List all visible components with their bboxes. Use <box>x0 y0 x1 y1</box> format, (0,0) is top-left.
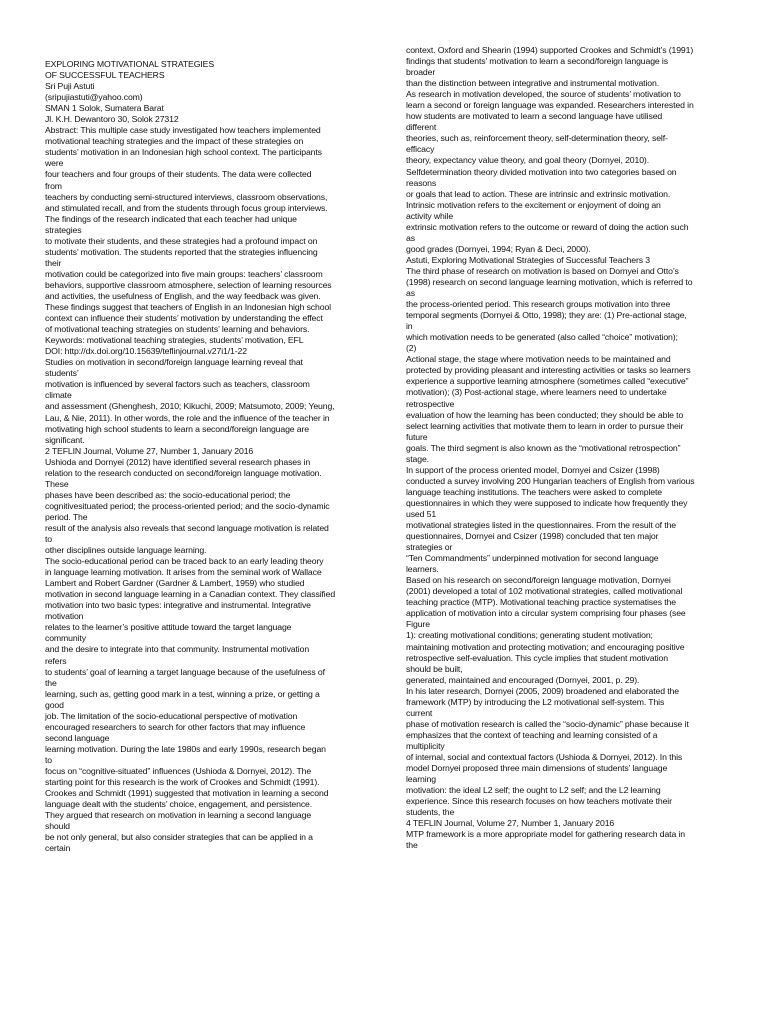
right-column-text-line: Based on his research on second/foreign language motivation, Dornyei <box>406 575 671 586</box>
left-column-text-line: second language <box>45 732 110 743</box>
right-column-text-line: future <box>406 431 428 442</box>
right-column-text-line: goals. The third segment is also known as the “motivational retrospection” <box>406 442 681 453</box>
right-column-text-line: model Dornyei proposed three main dimensions of students’ language <box>406 763 668 774</box>
right-column-text-line: stage. <box>406 453 429 464</box>
right-column-text-line: (1998) research on second language learning motivation, which is referred to <box>406 276 693 287</box>
left-column-text-line: OF SUCCESSFUL TEACHERS <box>45 70 165 81</box>
left-column-text-line: motivation into two basic types: integrative and instrumental. Integrative <box>45 600 311 611</box>
left-column-text-line: teachers by conducting semi-structured interviews, classroom observations, <box>45 191 328 202</box>
left-column-text-line: Keywords: motivational teaching strategies, students’ motivation, EFL <box>45 335 304 346</box>
left-column-text-line: other disciplines outside language learning. <box>45 545 207 556</box>
left-column-text-line: phases have been described as: the socio-educational period; the <box>45 489 291 500</box>
right-column-text-line: In support of the process oriented model, Dornyei and Csizer (1998) <box>406 464 660 475</box>
right-column-text-line: efficacy <box>406 144 435 155</box>
left-column-text-line: Lambert and Robert Gardner (Gardner & Lambert, 1959) who studied <box>45 578 305 589</box>
left-column-text-line: refers <box>45 655 67 666</box>
left-column-text-line: motivation <box>45 611 84 622</box>
right-column-text-line: questionnaires, Dornyei and Csizer (1998) concluded that ten major <box>406 531 659 542</box>
left-column-text-line: Crookes and Schmidt (1991) suggested that motivation in learning a second <box>45 788 329 799</box>
right-column-text-line: Intrinsic motivation refers to the excitement or enjoyment of doing an <box>406 199 661 210</box>
right-column-text-line: reasons <box>406 177 437 188</box>
right-column-text-line: experience a supportive learning atmosphere (sometimes called “executive” <box>406 376 689 387</box>
left-column-text-line: motivational teaching strategies and the impact of these strategies on <box>45 136 304 147</box>
left-column-text-line: Sri Puji Astuti <box>45 81 95 92</box>
right-column-text-line: good grades (Dornyei, 1994; Ryan & Deci, 2000). <box>406 243 591 254</box>
right-column-text-line: MTP framework is a more appropriate model for gathering research data in <box>406 829 685 840</box>
right-column-text-line: the <box>406 840 418 851</box>
right-column <box>406 45 730 851</box>
left-column-text-line: and the desire to integrate into that community. Instrumental motivation <box>45 644 310 655</box>
right-column-text-line: theory, expectancy value theory, and goal theory (Dornyei, 2010). <box>406 155 649 166</box>
right-column-text-line: strategies or <box>406 542 453 553</box>
left-column-text-line: behaviors, supportive classroom atmosphere, selection of learning resources <box>45 279 332 290</box>
left-column-text-line: cognitivesituated period; the process-oriented period; and the socio-dynamic <box>45 500 330 511</box>
right-column-text-line: temporal segments (Dornyei & Otto, 1998); they are: (1) Pre-actional stage, <box>406 310 687 321</box>
left-column-text-line: They argued that research on motivation in learning a second language <box>45 810 312 821</box>
left-column-text-line: learning motivation. During the late 1980s and early 1990s, research began <box>45 743 326 754</box>
left-column-text-line: context can influence their students’ motivation by understanding the effect <box>45 313 323 324</box>
left-column-text-line: starting point for this research is the work of Crookes and Schmidt (1991). <box>45 777 320 788</box>
left-column-text-line: focus on “cognitive-situated” influences (Ushioda & Dornyei, 2012). The <box>45 766 312 776</box>
right-column-text-line: which motivation needs to be generated (also called “choice” motivation); <box>406 332 678 343</box>
right-column-text-line: broader <box>406 67 436 78</box>
right-column-text-line: as <box>406 288 415 299</box>
left-column-text-line: from <box>45 180 62 191</box>
right-column-text-line: learning <box>406 774 436 785</box>
right-column-text-line: application of motivation into a circular system comprising four phases (see <box>406 608 686 619</box>
right-column-text-line: of internal, social and contextual factors (Ushioda & Dornyei, 2012). In this <box>406 752 683 762</box>
left-column-text-line: students’ <box>45 368 79 379</box>
right-column-text-line: retrospective self-evaluation. This cycle implies that student motivation <box>406 652 668 663</box>
right-column-text-line: in <box>406 321 413 332</box>
left-column-text-line: Studies on motivation in second/foreign language learning reveal that <box>45 357 303 368</box>
right-column-text-line: learners. <box>406 564 439 575</box>
right-column-text-line: theories, such as, reinforcement theory, self-determination theory, self- <box>406 133 668 144</box>
right-column-text-line: Selfdetermination theory divided motivation into two categories based on <box>406 166 677 177</box>
right-column-text-line: context. Oxford and Shearin (1994) supported Crookes and Schmidt’s (1991) <box>406 45 694 55</box>
left-column-text-line: motivation in second language learning in a Canadian context. They classified <box>45 589 336 600</box>
left-column-text-line: The socio-educational period can be traced back to an early leading theory <box>45 556 324 567</box>
left-column-text-line: The findings of the research indicated that each teacher had unique <box>45 213 297 224</box>
right-column-text-line: how students are motivated to learn a second language have utilised <box>406 111 663 122</box>
right-column-text-line: (2001) developed a total of 102 motivational strategies, called motivational <box>406 586 683 597</box>
right-column-text-line: emphasizes that the context of teaching and learning consisted of a <box>406 729 658 740</box>
left-column-text-line: These <box>45 478 69 489</box>
right-column-text-line: experience. Since this research focuses on how teachers motivate their <box>406 796 672 807</box>
left-column-text-line: motivating high school students to learn a second/foreign language are <box>45 423 309 434</box>
right-column-text-line: language teaching institutions. The teachers were asked to complete <box>406 486 662 497</box>
right-column-text-line: (2) <box>406 343 417 354</box>
left-column-text-line: encouraged researchers to search for other factors that may influence <box>45 721 306 732</box>
left-column-text-line: Ushioda and Dornyei (2012) have identified several research phases in <box>45 456 311 467</box>
right-column-text-line: as <box>406 232 415 243</box>
left-column-text-line: DOI: http://dx.doi.org/10.15639/teflinjournal.v27i1/1-22 <box>45 346 247 357</box>
left-column-text-line: relates to the learner’s positive attitude toward the target language <box>45 622 292 633</box>
left-column-text-line: job. The limitation of the socio-educational perspective of motivation <box>45 710 298 721</box>
left-column-text-line: climate <box>45 390 72 401</box>
left-column-text-line: certain <box>45 843 71 854</box>
right-column-text-line: In his later research, Dornyei (2005, 2009) broadened and elaborated the <box>406 685 679 696</box>
right-column-text-line: current <box>406 707 433 718</box>
left-column-text-line: be not only general, but also consider strategies that can be applied in a <box>45 832 313 843</box>
left-column-text-line: students’ motivation. The students reported that the strategies influencing <box>45 246 318 257</box>
left-column-text-line: 2 TEFLIN Journal, Volume 27, Number 1, January 2016 <box>45 445 254 456</box>
right-column-text-line: than the distinction between integrative and instrumental motivation. <box>406 78 659 89</box>
left-column-text-line: motivation could be categorized into five main groups: teachers’ classroom <box>45 268 323 279</box>
right-column-text-line: retrospective <box>406 398 455 409</box>
left-column-text-line: Jl. K.H. Dewantoro 30, Solok 27312 <box>45 114 179 125</box>
left-column-text-line: students’ motivation in an Indonesian high school context. The participants <box>45 147 322 158</box>
right-column-text-line: motivation); (3) Post-actional stage, where learners need to undertake <box>406 387 667 398</box>
left-column-text-line: good <box>45 699 64 710</box>
right-column-text-line: activity while <box>406 210 454 221</box>
right-column-text-line: the process-oriented period. This research groups motivation into three <box>406 299 671 310</box>
left-column-text-line: should <box>45 821 70 832</box>
left-column-text-line: were <box>45 158 64 169</box>
left-column-text-line: Abstract: This multiple case study investigated how teachers implemented <box>45 125 321 136</box>
left-column-text-line: These findings suggest that teachers of English in an Indonesian high school <box>45 302 331 313</box>
left-column-text-line: community <box>45 633 86 644</box>
left-column-text-line: learning, such as, getting good mark in a test, winning a prize, or getting a <box>45 688 320 699</box>
left-column-text-line: Lau, & Nie, 2011). In other words, the role and the influence of the teacher in <box>45 412 330 423</box>
right-column-text-line: multiplicity <box>406 740 445 751</box>
right-column-text-line: phase of motivation research is called the “socio-dynamic” phase because it <box>406 718 689 729</box>
right-column-text-line: evaluation of how the learning has been conducted; they should be able to <box>406 409 684 420</box>
right-column-text-line: questionnaires in which they were supposed to indicate how frequently they <box>406 497 688 508</box>
right-column-text-line: different <box>406 122 437 133</box>
right-column-text-line: framework (MTP) by introducing the L2 motivational self-system. This <box>406 696 665 707</box>
left-column-text-line: to <box>45 754 53 765</box>
left-column-text-line: and stimulated recall, and from the students through focus group interviews. <box>45 202 328 213</box>
left-column-text-line: and assessment (Ghenghesh, 2010; Kikuchi, 2009; Matsumoto, 2009; Yeung, <box>45 401 335 412</box>
left-column <box>45 59 367 854</box>
right-column-text-line: The third phase of research on motivation is based on Dornyei and Otto’s <box>406 265 679 276</box>
left-column-text-line: SMAN 1 Solok, Sumatera Barat <box>45 103 164 114</box>
left-column-text-line: relation to the research conducted on second/foreign language motivation. <box>45 467 322 478</box>
left-column-text-line: EXPLORING MOTIVATIONAL STRATEGIES <box>45 59 215 69</box>
right-column-text-line: generated, maintained and encouraged (Dornyei, 2001, p. 29). <box>406 674 640 685</box>
right-column-text-line: motivation: the ideal L2 self; the ought to L2 self; and the L2 learning <box>406 785 661 796</box>
left-column-text-line: of motivational teaching strategies on students’ learning and behaviors. <box>45 324 310 335</box>
right-column-text-line: Figure <box>406 619 430 630</box>
right-column-text-line: protected by providing pleasant and interesting activities or tasks so learners <box>406 365 691 376</box>
left-column-text-line: their <box>45 257 62 268</box>
left-column-text-line: four teachers and four groups of their students. The data were collected <box>45 169 312 180</box>
right-column-text-line: used 51 <box>406 508 437 519</box>
right-column-text-line: 4 TEFLIN Journal, Volume 27, Number 1, January 2016 <box>406 818 615 829</box>
right-column-text-line: As research in motivation developed, the source of students’ motivation to <box>406 89 681 100</box>
right-column-text-line: learn a second or foreign language was expanded. Researchers interested in <box>406 100 694 111</box>
left-column-text-line: strategies <box>45 224 82 235</box>
left-column-text-line: result of the analysis also reveals that second language motivation is related <box>45 522 329 533</box>
right-column-text-line: “Ten Commandments” underpinned motivation for second language <box>406 553 659 564</box>
right-column-text-line: Astuti, Exploring Motivational Strategies of Successful Teachers 3 <box>406 254 650 265</box>
left-column-text-line: to students’ goal of learning a target language because of the usefulness of <box>45 666 325 677</box>
left-column-text-line: to <box>45 534 53 545</box>
right-column-text-line: Actional stage, the stage where motivation needs to be maintained and <box>406 354 671 365</box>
right-column-text-line: motivational strategies listed in the questionnaires. From the result of the <box>406 520 676 531</box>
right-column-text-line: conducted a survey involving 200 Hungarian teachers of English from various <box>406 475 695 486</box>
right-column-text-line: teaching practice (MTP). Motivational teaching practice systematises the <box>406 597 676 608</box>
left-column-text-line: language dealt with the students’ choice, engagement, and persistence. <box>45 799 313 810</box>
left-column-text-line: and activities, the usefulness of English, and the way feedback was given. <box>45 290 321 301</box>
right-column-text-line: students, the <box>406 807 455 818</box>
left-column-text-line: motivation is influenced by several factors such as teachers, classroom <box>45 379 310 390</box>
left-column-text-line: (sripujiastuti@yahoo.com) <box>45 92 143 103</box>
right-column-text-line: extrinsic motivation refers to the outcome or reward of doing the action such <box>406 221 689 232</box>
left-column-text-line: significant. <box>45 434 85 445</box>
right-column-text-line: should be built, <box>406 663 463 674</box>
left-column-text-line: to motivate their students, and these strategies had a profound impact on <box>45 235 318 246</box>
right-column-text-line: findings that students’ motivation to learn a second/foreign language is <box>406 56 668 67</box>
left-column-text-line: period. The <box>45 511 88 522</box>
right-column-text-line: 1): creating motivational conditions; generating student motivation; <box>406 630 653 641</box>
right-column-text-line: maintaining motivation and protecting motivation; and encouraging positive <box>406 641 685 652</box>
left-column-text-line: the <box>45 677 57 688</box>
right-column-text-line: or goals that lead to action. These are intrinsic and extrinsic motivation. <box>406 188 671 199</box>
right-column-text-line: select learning activities that motivate them to learn in order to pursue their <box>406 420 684 431</box>
left-column-text-line: in language learning motivation. It arises from the seminal work of Wallace <box>45 567 322 578</box>
